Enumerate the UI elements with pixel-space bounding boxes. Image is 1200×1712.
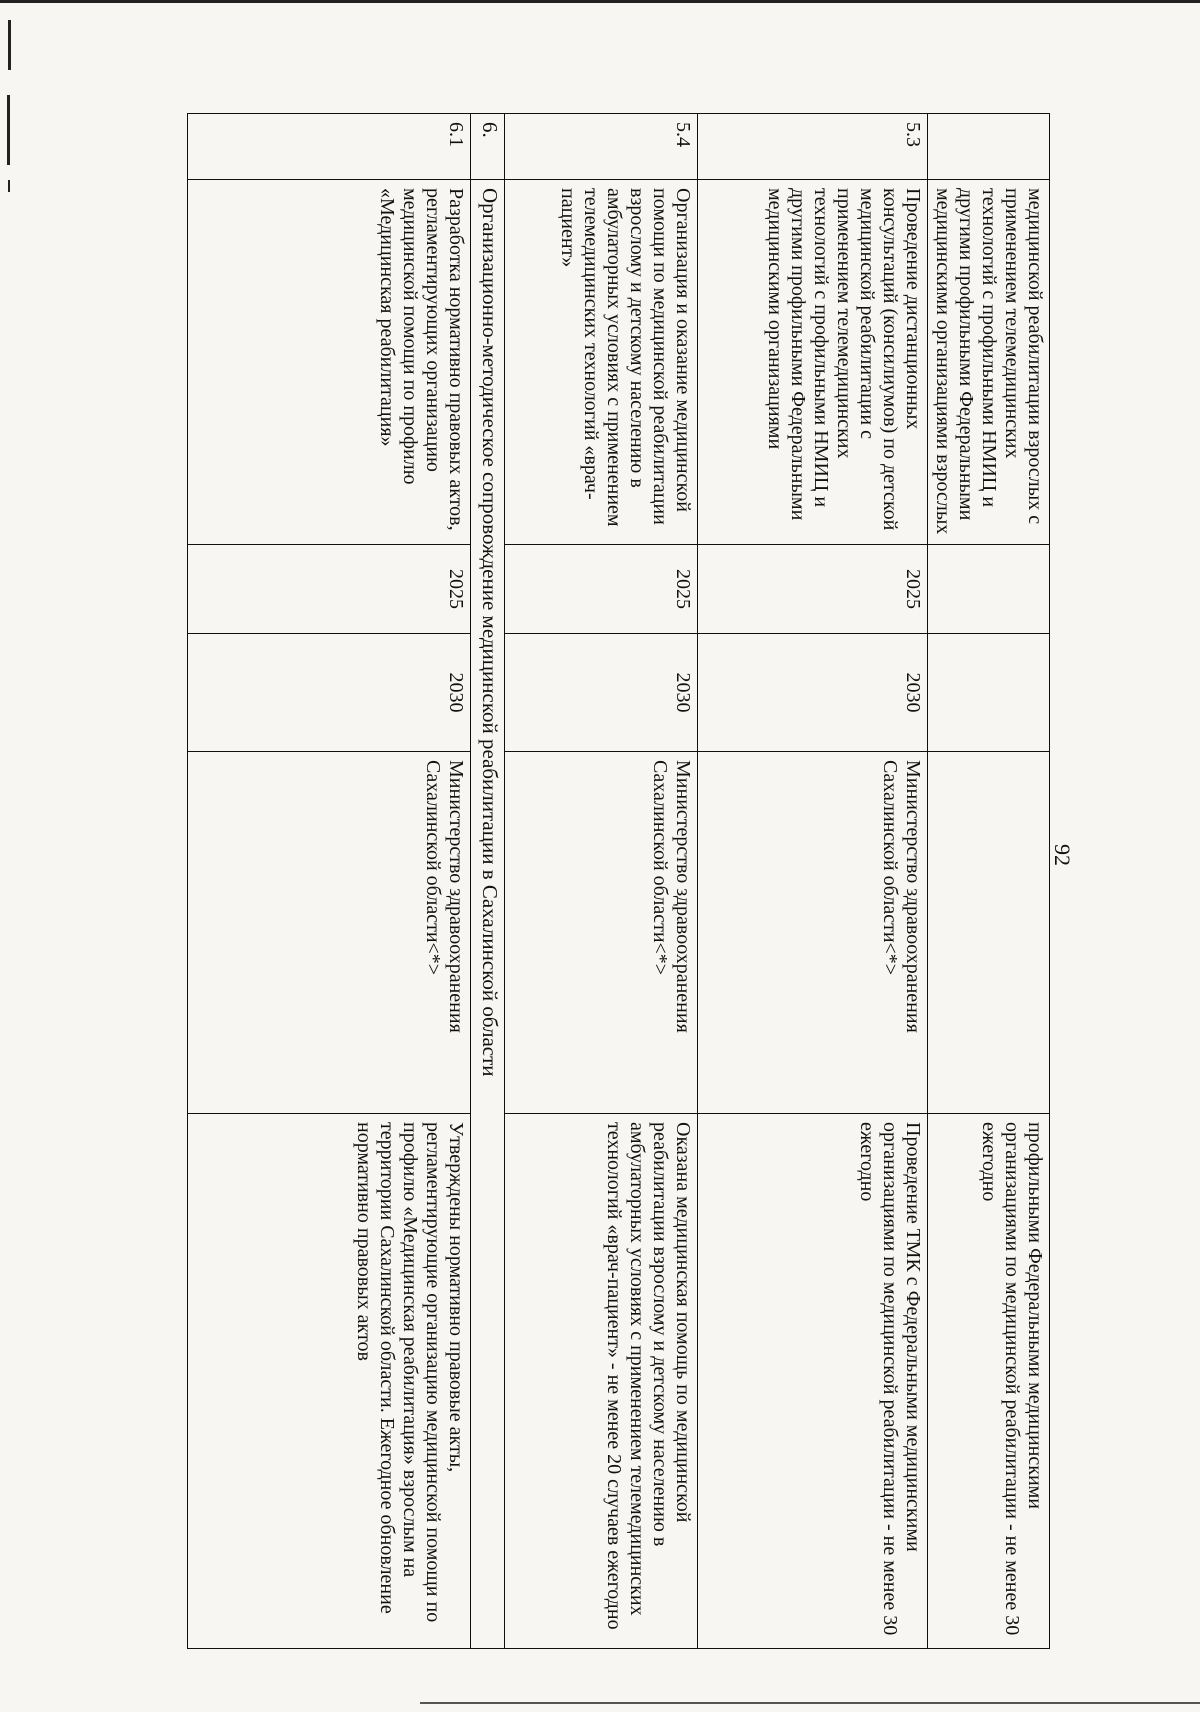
result-cell: Проведение ТМК с Федеральными медицинскими организациями по медицинской реабилитации - не менее 30 ежегодно xyxy=(698,1114,928,1649)
end-year-cell: 2030 xyxy=(698,634,928,752)
end-year-cell: 2030 xyxy=(505,634,698,752)
scan-mark xyxy=(8,20,11,70)
section-title: Организационно-методическое сопровождение медицинской реабилитации в Сахалинской области xyxy=(471,180,505,1649)
activity-cell: Разработка нормативно правовых актов, регламентирующих организацию медицинской помощи по профилю «Медицинская реабилитация» xyxy=(188,180,471,545)
row-number xyxy=(928,114,1050,180)
scan-edge-top xyxy=(0,0,1200,3)
responsible-cell xyxy=(928,752,1050,1114)
table-row xyxy=(698,114,928,1649)
scan-mark xyxy=(8,180,10,192)
section-number: 6. xyxy=(471,114,505,180)
scan-mark xyxy=(7,95,10,165)
section-row xyxy=(471,114,505,1649)
responsible-cell: Министерство здравоохранения Сахалинской области<*> xyxy=(698,752,928,1114)
scan-edge-bottom xyxy=(420,1702,1200,1704)
result-cell: Утверждены нормативно правовые акты, регламентирующие организацию медицинской помощи по профилю «Медицинская реабилитация» взрослым на территории Сахалинской области. Ежегодное обновление нормативно правовых актов xyxy=(188,1114,471,1649)
row-number: 5.4 xyxy=(505,114,698,180)
table-row xyxy=(505,114,698,1649)
result-cell: профильными Федеральными медицинскими организациями по медицинской реабилитации - не менее 30 ежегодно xyxy=(928,1114,1050,1649)
end-year-cell: 2030 xyxy=(188,634,471,752)
row-number: 5.3 xyxy=(698,114,928,180)
end-year-cell xyxy=(928,634,1050,752)
table-row xyxy=(928,114,1050,1649)
result-cell: Оказана медицинская помощь по медицинской реабилитации взрослому и детскому населению в амбулаторных условиях с применением телемедицинских технологий «врач-пациент» - не менее 20 случаев ежегодно xyxy=(505,1114,698,1649)
start-year-cell xyxy=(928,545,1050,634)
plan-table xyxy=(187,113,1050,1649)
start-year-cell: 2025 xyxy=(188,545,471,634)
rotated-table-wrapper xyxy=(187,113,1050,1648)
activity-cell: Проведение дистанционных консультаций (консилиумов) по детской медицинской реабилитации с применением телемедицинских технологий с профильными НМИЦ и другими профильными Федеральными медицинскими организациями xyxy=(698,180,928,545)
start-year-cell: 2025 xyxy=(698,545,928,634)
responsible-cell: Министерство здравоохранения Сахалинской области<*> xyxy=(505,752,698,1114)
responsible-cell: Министерство здравоохранения Сахалинской области<*> xyxy=(188,752,471,1114)
page-number: 92 xyxy=(1050,844,1075,866)
activity-cell: медицинской реабилитации взрослых с применением телемедицинских технологий с профильными НМИЦ и другими профильными Федеральными медицинскими организациями взрослых xyxy=(928,180,1050,545)
table-row xyxy=(188,114,471,1649)
row-number: 6.1 xyxy=(188,114,471,180)
activity-cell: Организация и оказание медицинской помощи по медицинской реабилитации взрослому и детскому населению в амбулаторных условиях с применением телемедицинских технологий «врач-пациент» xyxy=(505,180,698,545)
start-year-cell: 2025 xyxy=(505,545,698,634)
